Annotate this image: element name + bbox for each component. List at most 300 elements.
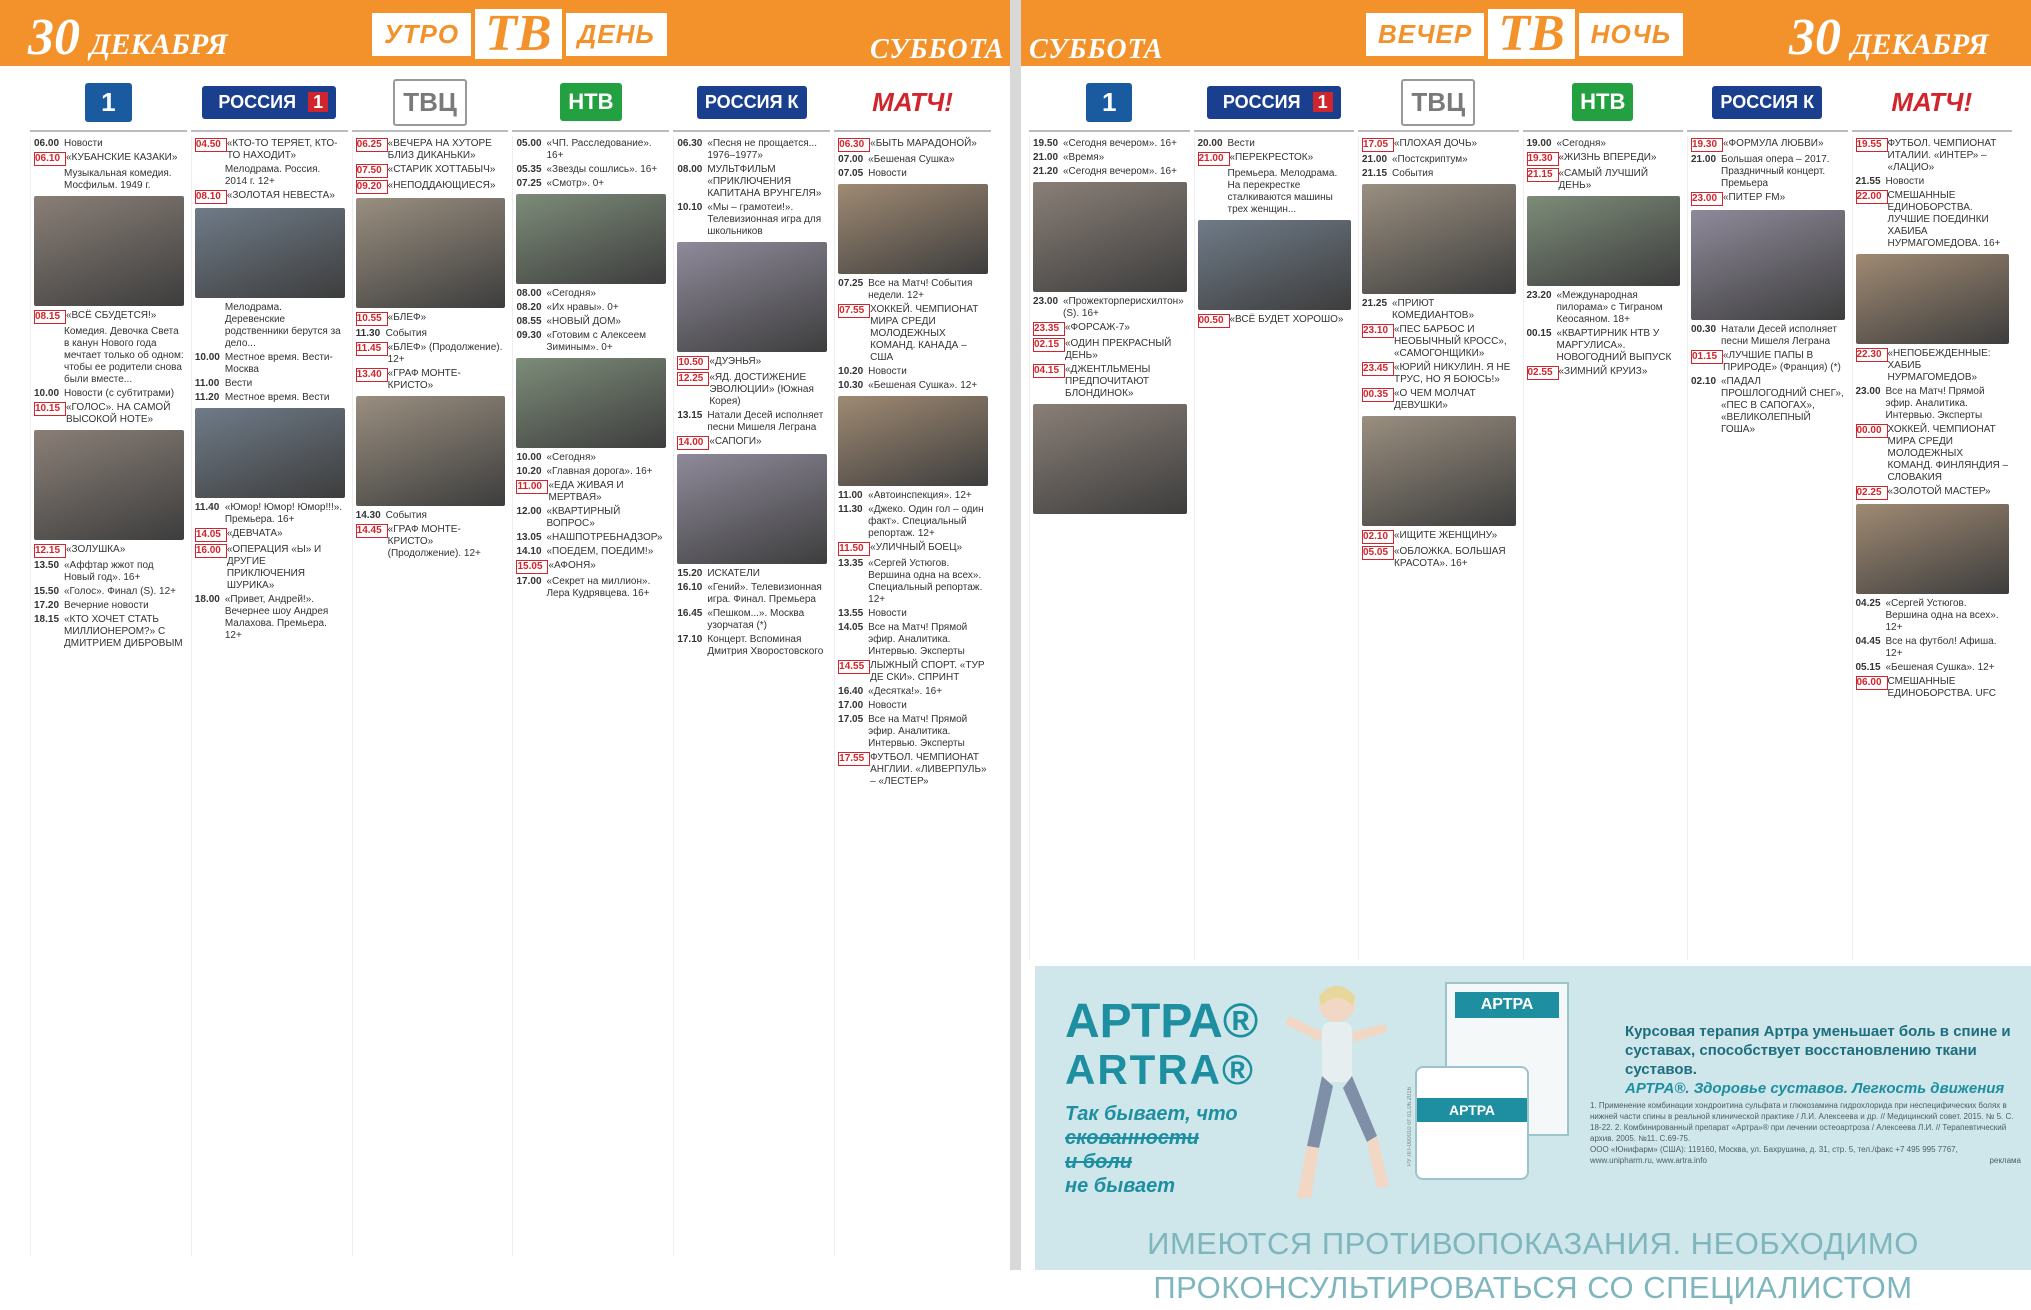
schedule-slot (838, 686, 988, 698)
schedule-slot (195, 164, 345, 188)
program-photo (34, 430, 184, 540)
schedule-slot (516, 288, 666, 300)
slot-program: «Голос». Финал (S). 12+ (64, 586, 177, 597)
schedule-slot (356, 368, 506, 392)
schedule-slot (1362, 138, 1516, 152)
schedule-slot (195, 594, 345, 642)
schedule-slot (195, 502, 345, 526)
slot-program: «ДЕВЧАТА» (226, 528, 283, 539)
slot-program: «ЗОЛОТАЯ НЕВЕСТА» (226, 190, 335, 201)
program-photo (34, 196, 184, 306)
ad-product-jar (1415, 1066, 1529, 1180)
schedule-col (673, 136, 830, 1256)
slot-time: 04.50 (195, 138, 227, 152)
schedule-slot (677, 634, 827, 658)
right-page (1021, 0, 2031, 1305)
slot-program: «Мы – грамотеи!». Телевизионная игра для школьников (707, 202, 822, 237)
schedule-slot (1856, 662, 2010, 674)
schedule-col (352, 136, 509, 1256)
channel-logo-ntv: НТВ (1572, 83, 1633, 121)
page-gutter (1010, 0, 1021, 1270)
slot-program: События (1392, 168, 1434, 179)
schedule-col (30, 136, 187, 1256)
brand-evening: ВЕЧЕР (1366, 13, 1484, 56)
right-date-month: ДЕКАБРЯ (1851, 28, 1989, 61)
schedule-slot (838, 714, 988, 750)
schedule-slot (34, 152, 184, 166)
schedule-slot (677, 356, 827, 370)
slot-program: Все на Матч! Прямой эфир. Аналитика. Интервью. Эксперты (1885, 386, 1985, 421)
slot-program: «Сегодня» (546, 288, 596, 299)
schedule-slot (516, 576, 666, 600)
slot-time: 08.20 (516, 302, 542, 313)
ad-claim-highlight: АРТРА®. Здоровье суставов. Легкость движения (1625, 1080, 2005, 1097)
ad-slogan-strike1: скованности (1065, 1127, 1199, 1149)
schedule-slot (1362, 324, 1516, 360)
slot-time: 12.15 (34, 544, 66, 558)
channel-ntv (1523, 74, 1684, 132)
slot-time: 20.00 (1197, 138, 1223, 149)
brand-tv-logo: ТВ (1488, 9, 1574, 59)
slot-program: «НЕПОБЕЖДЕННЫЕ: ХАБИБ НУРМАГОМЕДОВ» (1887, 348, 1991, 383)
schedule-slot (838, 168, 988, 180)
slot-time: 06.00 (1856, 676, 1888, 690)
slot-program: Вести (224, 378, 253, 389)
slot-time: 23.20 (1526, 290, 1552, 301)
schedule-slot (1198, 314, 1352, 328)
slot-program: Концерт. Вспоминая Дмитрия Хворостовского (707, 634, 824, 657)
schedule-slot (1362, 546, 1516, 570)
slot-program: «Сергей Устюгов. Вершина одна на всех». 12+ (1885, 598, 1999, 633)
slot-program: «ОПЕРАЦИЯ «Ы» И ДРУГИЕ ПРИКЛЮЧЕНИЯ ШУРИКА» (226, 544, 322, 591)
slot-program: «Джеко. Один гол – один факт». Специальный репортаж. 12+ (868, 504, 984, 539)
slot-program: «Гений». Телевизионная игра. Финал. Премьера (707, 582, 822, 605)
slot-time: 21.00 (1198, 152, 1230, 166)
schedule-slot (356, 328, 506, 340)
slot-program: «Готовим с Алексеем Зиминым». 0+ (546, 330, 647, 353)
slot-time: 06.30 (838, 138, 870, 152)
slot-program: Натали Десей исполняет песни Мишеля Леграна (707, 410, 824, 433)
program-photo (1362, 416, 1516, 526)
slot-program: «Сегодня» (546, 452, 596, 463)
slot-program: Музыкальная комедия. Мосфильм. 1949 г. (64, 168, 172, 191)
schedule-slot (356, 138, 506, 162)
slot-time: 13.05 (516, 532, 542, 543)
ad-claim-text: Курсовая терапия Артра уменьшает боль в спине и суставах, способствует восстановлению ткани суставов. (1625, 1023, 2011, 1078)
slot-program: «КТО ХОЧЕТ СТАТЬ МИЛЛИОНЕРОМ?» С ДМИТРИЕМ ДИБРОВЫМ (64, 614, 183, 649)
slot-time: 14.00 (677, 436, 709, 450)
slot-time: 04.15 (1033, 364, 1065, 378)
slot-time: 18.00 (194, 594, 220, 605)
slot-program: ФУТБОЛ. ЧЕМПИОНАТ ИТАЛИИ. «ИНТЕР» – «ЛАЦИО» (1887, 138, 1997, 173)
slot-program: «ВЕЧЕРА НА ХУТОРЕ БЛИЗ ДИКАНЬКИ» (387, 138, 492, 161)
left-schedule-grid (30, 136, 995, 1256)
slot-time: 17.10 (677, 634, 703, 645)
slot-program: «ВСЁ СБУДЕТСЯ!» (66, 310, 157, 321)
slot-time: 16.45 (677, 608, 703, 619)
slot-time: 02.15 (1033, 338, 1065, 352)
slot-program: «КУБАНСКИЕ КАЗАКИ» (66, 152, 178, 163)
schedule-slot (1033, 166, 1187, 178)
slot-program: «ВСЁ БУДЕТ ХОРОШО» (1229, 314, 1344, 325)
slot-program: «ФОРМУЛА ЛЮБВИ» (1723, 138, 1824, 149)
slot-program: «САМЫЙ ЛУЧШИЙ ДЕНЬ» (1558, 168, 1649, 191)
schedule-slot (1033, 322, 1187, 336)
slot-time: 10.20 (838, 366, 864, 377)
slot-program: Новости (868, 608, 907, 619)
schedule-slot (34, 168, 184, 192)
slot-time: 13.15 (677, 410, 703, 421)
slot-program: «Сергей Устюгов. Вершина одна на всех». Специальный репортаж. 12+ (868, 558, 983, 605)
channel-logo-tvc: ТВЦ (1401, 79, 1475, 126)
artra-advertisement (1035, 966, 2031, 1305)
slot-time (1198, 168, 1228, 216)
schedule-slot (1198, 152, 1352, 166)
slot-time: 07.25 (516, 178, 542, 189)
program-photo (1362, 184, 1516, 294)
schedule-col (1194, 136, 1355, 960)
slot-program: «НАШПОТРЕБНАДЗОР» (546, 532, 663, 543)
schedule-slot (195, 302, 345, 350)
channel-logo-ntv: НТВ (560, 83, 621, 121)
slot-time (195, 302, 225, 350)
slot-time: 23.35 (1033, 322, 1065, 336)
slot-time: 23.45 (1362, 362, 1394, 376)
slot-time: 08.00 (677, 164, 703, 175)
slot-program: «Сегодня» (1556, 138, 1606, 149)
slot-time: 11.30 (838, 504, 863, 515)
schedule-slot (516, 532, 666, 544)
schedule-slot (838, 660, 988, 684)
schedule-slot (34, 560, 184, 584)
slot-time: 11.00 (194, 378, 220, 389)
slot-time: 10.50 (677, 356, 709, 370)
schedule-col (1358, 136, 1519, 960)
slot-time: 00.15 (1526, 328, 1552, 339)
schedule-slot (195, 190, 345, 204)
schedule-slot (516, 138, 666, 162)
channel-logo-match: МАТЧ! (872, 86, 953, 117)
slot-program: «ДЖЕНТЛЬМЕНЫ ПРЕДПОЧИТАЮТ БЛОНДИНОК» (1065, 364, 1151, 399)
slot-time: 07.55 (838, 304, 870, 318)
program-photo (677, 242, 827, 352)
schedule-col (834, 136, 991, 1256)
ad-logo-latin: ARTRA® (1065, 1046, 1255, 1093)
slot-time: 06.30 (677, 138, 703, 149)
slot-program: Местное время. Вести (224, 392, 330, 403)
schedule-slot (1362, 530, 1516, 544)
slot-time: 14.45 (356, 524, 388, 538)
slot-time: 11.20 (194, 392, 220, 403)
slot-program: «БЛЕФ» (387, 312, 427, 323)
slot-time: 15.20 (677, 568, 703, 579)
schedule-slot (838, 504, 988, 540)
brand-morning: УТРО (372, 13, 471, 56)
slot-time: 19.30 (1691, 138, 1723, 152)
slot-time: 19.00 (1526, 138, 1552, 149)
schedule-slot (838, 490, 988, 502)
slot-time: 07.05 (838, 168, 864, 179)
slot-time: 22.30 (1856, 348, 1888, 362)
schedule-slot (516, 316, 666, 328)
schedule-slot (1691, 192, 1845, 206)
slot-time: 23.00 (1033, 296, 1059, 307)
slot-program: «ОБЛОЖКА. БОЛЬШАЯ КРАСОТА». 16+ (1394, 546, 1506, 569)
schedule-slot (838, 608, 988, 620)
program-photo (1033, 182, 1187, 292)
slot-time: 17.55 (838, 752, 870, 766)
schedule-col (1687, 136, 1848, 960)
left-channel-logos (30, 74, 995, 132)
slot-time: 09.20 (356, 180, 388, 194)
right-date (1789, 8, 1989, 67)
program-photo (1856, 254, 2010, 344)
slot-program: «Юмор! Юмор! Юмор!!!». Премьера. 16+ (224, 502, 343, 525)
slot-program: Новости (1885, 176, 1925, 187)
slot-program: «ЛУЧШИЕ ПАПЫ В ПРИРОДЕ» (Франция) (*) (1723, 350, 1841, 373)
schedule-slot (1527, 168, 1681, 192)
slot-program: «ДУЭНЬЯ» (709, 356, 762, 367)
slot-program: МУЛЬТФИЛЬМ «ПРИКЛЮЧЕНИЯ КАПИТАНА ВРУНГЕЛЯ» (707, 164, 822, 199)
schedule-slot (516, 330, 666, 354)
slot-program: «ГРАФ МОНТЕ-КРИСТО» (Продолжение). 12+ (387, 524, 481, 559)
channel-perviy (1029, 74, 1190, 132)
slot-time: 05.00 (516, 138, 542, 149)
ad-jar-label: АРТРА (1417, 1098, 1527, 1122)
slot-time: 10.00 (34, 388, 60, 399)
slot-program: «ПАДАЛ ПРОШЛОГОДНИЙ СНЕГ», «ПЕС В САПОГАХ», «ВЕЛИКОЛЕПНЫЙ ГОША» (1721, 376, 1844, 435)
left-weekday: СУББОТА (870, 34, 1005, 65)
ad-woman-illustration (1267, 976, 1407, 1206)
slot-time: 04.45 (1855, 636, 1881, 647)
schedule-slot (356, 312, 506, 326)
program-photo (356, 198, 506, 308)
right-schedule-grid (1029, 136, 2016, 960)
channel-logo-match: МАТЧ! (1891, 86, 1973, 117)
schedule-slot (34, 138, 184, 150)
slot-program: Премьера. Мелодрама. На перекрестке сталкиваются машины трех женщин... (1227, 168, 1338, 215)
slot-program: «ПРИЮТ КОМЕДИАНТОВ» (1392, 298, 1475, 321)
slot-program: Мелодрама. Россия. 2014 г. 12+ (224, 164, 321, 187)
slot-program: «СТАРИК ХОТТАБЫЧ» (387, 164, 496, 175)
schedule-slot (1856, 138, 2010, 174)
schedule-slot (1362, 168, 1516, 180)
channel-tvc (1358, 74, 1519, 132)
schedule-slot (516, 546, 666, 558)
channel-tvc (352, 74, 509, 132)
slot-program: «Аффтар жжот под Новый год». 16+ (64, 560, 154, 583)
slot-program: «НОВЫЙ ДОМ» (546, 316, 621, 327)
left-brand (372, 5, 667, 62)
schedule-slot (1362, 362, 1516, 386)
slot-program: СМЕШАННЫЕ ЕДИНОБОРСТВА. ЛУЧШИЕ ПОЕДИНКИ ХАБИБА НУРМАГОМЕДОВА. 16+ (1887, 190, 2001, 249)
slot-time: 02.10 (1362, 530, 1394, 544)
slot-program: «ЗОЛОТОЙ МАСТЕР» (1887, 486, 1991, 497)
slot-program: «САПОГИ» (709, 436, 762, 447)
slot-time: 19.30 (1527, 152, 1559, 166)
slot-program: «Сегодня вечером». 16+ (1063, 166, 1177, 177)
slot-program: Новости (868, 700, 907, 711)
slot-time: 19.55 (1856, 138, 1888, 152)
schedule-slot (677, 372, 827, 408)
slot-time: 21.15 (1362, 168, 1388, 179)
slot-program: «ПЕРЕКРЕСТОК» (1229, 152, 1314, 163)
schedule-slot (1527, 328, 1681, 364)
slot-time: 05.15 (1855, 662, 1881, 673)
ad-logo-cyrillic: АРТРА® (1065, 995, 1259, 1048)
slot-program: События (385, 510, 427, 521)
slot-program: «Смотр». 0+ (546, 178, 605, 189)
schedule-slot (1691, 350, 1845, 374)
schedule-slot (838, 154, 988, 166)
schedule-slot (677, 410, 827, 434)
slot-time: 10.10 (677, 202, 703, 213)
brand-tv-logo: ТВ (475, 9, 561, 59)
slot-time: 14.30 (355, 510, 381, 521)
right-brand (1366, 5, 1683, 62)
schedule-slot (1033, 364, 1187, 400)
slot-time: 08.00 (516, 288, 542, 299)
slot-program: Новости (64, 138, 103, 149)
schedule-slot (1856, 424, 2010, 484)
slot-program: Новости (с субтитрами) (64, 388, 175, 399)
slot-time: 08.10 (195, 190, 227, 204)
schedule-slot (195, 544, 345, 592)
slot-program: Натали Десей исполняет песни Мишеля Леграна (1721, 324, 1837, 347)
slot-time: 08.15 (34, 310, 66, 324)
brand-day: ДЕНЬ (566, 13, 667, 56)
slot-time: 14.05 (838, 622, 864, 633)
slot-time: 21.25 (1362, 298, 1388, 309)
schedule-slot (677, 568, 827, 580)
right-weekday: СУББОТА (1029, 34, 1164, 65)
schedule-slot (356, 524, 506, 560)
slot-time: 14.55 (838, 660, 870, 674)
slot-program: «ЖИЗНЬ ВПЕРЕДИ» (1558, 152, 1657, 163)
slot-time: 06.10 (34, 152, 66, 166)
program-photo (1198, 220, 1352, 310)
schedule-slot (195, 378, 345, 390)
slot-time: 16.10 (677, 582, 703, 593)
slot-time: 05.05 (1362, 546, 1394, 560)
channel-ntv (512, 74, 669, 132)
schedule-slot (838, 278, 988, 302)
schedule-slot (1856, 676, 2010, 700)
ad-slogan-end: не бывает (1065, 1175, 1176, 1197)
slot-time: 17.00 (838, 700, 864, 711)
schedule-slot (838, 366, 988, 378)
slot-time: 12.25 (677, 372, 709, 386)
ad-slogan-strike2: и боли (1065, 1151, 1133, 1173)
slot-program: Вечерние новости (64, 600, 149, 611)
schedule-slot (1033, 338, 1187, 362)
slot-time: 00.00 (1856, 424, 1888, 438)
ad-slogan (1065, 1102, 1275, 1198)
slot-time: 15.05 (516, 560, 548, 574)
slot-program: ЛЫЖНЫЙ СПОРТ. «ТУР ДЕ СКИ». СПРИНТ (870, 660, 985, 683)
schedule-slot (1362, 154, 1516, 166)
slot-program: Местное время. Вести-Москва (224, 352, 333, 375)
slot-time: 13.40 (356, 368, 388, 382)
slot-program: Мелодрама. Деревенские родственники берутся за дело... (224, 302, 341, 349)
slot-program: «Время» (1063, 152, 1105, 163)
slot-time: 21.00 (1691, 154, 1717, 165)
slot-time: 23.00 (1691, 192, 1723, 206)
slot-program: «Секрет на миллион». Лера Кудрявцева. 16+ (546, 576, 651, 599)
schedule-slot (677, 202, 827, 238)
channel-rossiya-k (1687, 74, 1848, 132)
schedule-slot (34, 586, 184, 598)
slot-time: 01.15 (1691, 350, 1723, 364)
slot-time: 15.50 (34, 586, 60, 597)
slot-time: 08.55 (516, 316, 542, 327)
channel-rossiya1 (191, 74, 348, 132)
slot-program: «ФОРСАЖ-7» (1065, 322, 1130, 333)
schedule-slot (1691, 154, 1845, 190)
schedule-slot (838, 700, 988, 712)
slot-time: 17.00 (516, 576, 542, 587)
slot-time: 10.30 (838, 380, 864, 391)
slot-time: 13.50 (34, 560, 60, 571)
program-photo (516, 194, 666, 284)
slot-time: 17.05 (838, 714, 864, 725)
schedule-slot (1856, 636, 2010, 660)
schedule-slot (1856, 190, 2010, 250)
slot-time: 16.40 (838, 686, 864, 697)
slot-time: 17.20 (34, 600, 60, 611)
program-photo (677, 454, 827, 564)
slot-program: «ИЩИТЕ ЖЕНЩИНУ» (1394, 530, 1498, 541)
schedule-slot (356, 342, 506, 366)
slot-time: 07.00 (838, 154, 864, 165)
slot-program: «УЛИЧНЫЙ БОЕЦ» (870, 542, 963, 553)
schedule-slot (838, 542, 988, 556)
slot-program: «Главная дорога». 16+ (546, 466, 653, 477)
slot-program: «Прожекторперисхилтон» (S). 16+ (1063, 296, 1184, 319)
schedule-slot (838, 622, 988, 658)
schedule-slot (34, 310, 184, 324)
slot-program: Новости (868, 366, 907, 377)
slot-time: 11.00 (516, 480, 548, 494)
slot-program: «ЧП. Расследование». 16+ (546, 138, 652, 161)
schedule-slot (356, 180, 506, 194)
schedule-slot (516, 466, 666, 478)
slot-program: СМЕШАННЫЕ ЕДИНОБОРСТВА. UFC (1887, 676, 1997, 699)
schedule-slot (195, 352, 345, 376)
slot-program: Все на Матч! События недели. 12+ (868, 278, 973, 301)
slot-time: 11.50 (838, 542, 870, 556)
schedule-slot (838, 752, 988, 788)
program-photo (838, 396, 988, 486)
schedule-slot (195, 528, 345, 542)
channel-logo-rossiya-k: РОССИЯ К (697, 86, 807, 119)
schedule-slot (1198, 138, 1352, 150)
slot-program: «ПЕС БАРБОС И НЕОБЫЧНЫЙ КРОСС», «САМОГОНЩИКИ» (1394, 324, 1507, 359)
slot-time: 11.30 (355, 328, 381, 339)
slot-program: «ЕДА ЖИВАЯ И МЕРТВАЯ» (548, 480, 624, 503)
slot-program: «Сегодня вечером». 16+ (1063, 138, 1177, 149)
channel-match (1852, 74, 2013, 132)
slot-time: 21.00 (1033, 152, 1059, 163)
schedule-slot (34, 388, 184, 400)
slot-time: 02.10 (1691, 376, 1717, 387)
slot-program: Все на Матч! Прямой эфир. Аналитика. Интервью. Эксперты (868, 714, 968, 749)
slot-time: 02.55 (1527, 366, 1559, 380)
slot-time: 05.35 (516, 164, 542, 175)
slot-program: Вести (1227, 138, 1255, 149)
schedule-slot (195, 392, 345, 404)
slot-time: 06.25 (356, 138, 388, 152)
